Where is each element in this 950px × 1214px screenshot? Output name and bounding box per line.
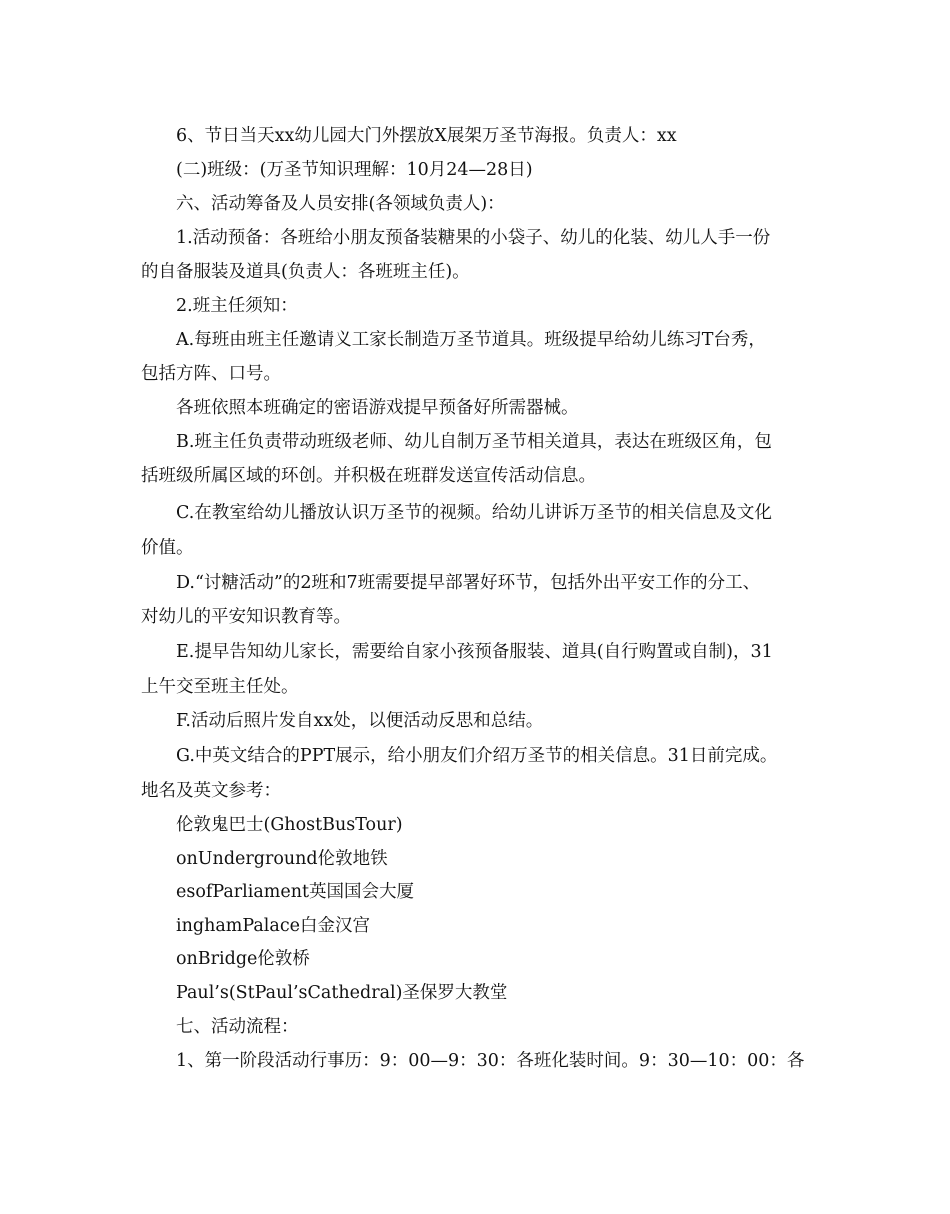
text-line: 的自备服装及道具(负责人：各班班主任)。 — [141, 262, 470, 282]
text-line: 1、第一阶段活动行事历：9：00—9：30：各班化装时间。9：30—10：00：各 — [176, 1051, 805, 1071]
text-line: 各班依照本班确定的密语游戏提早预备好所需器械。 — [176, 398, 579, 418]
text-line: C.在教室给幼儿播放认识万圣节的视频。给幼儿讲诉万圣节的相关信息及文化 — [176, 503, 772, 523]
text-line: 七、活动流程： — [176, 1017, 299, 1037]
text-line: 6、节日当天xx幼儿园大门外摆放X展架万圣节海报。负责人：xx — [176, 126, 677, 146]
text-line: E.提早告知幼儿家长，需要给自家小孩预备服装、道具(自行购置或自制)，31 — [176, 642, 773, 662]
text-line: A.每班由班主任邀请义工家长制造万圣节道具。班级提早给幼儿练习T台秀， — [176, 330, 766, 350]
text-line: onBridge伦敦桥 — [176, 949, 310, 969]
text-line: 价值。 — [141, 538, 194, 558]
text-line: 上午交至班主任处。 — [141, 677, 299, 697]
text-line: 包括方阵、口号。 — [141, 364, 281, 384]
text-line: F.活动后照片发自xx处，以便活动反思和总结。 — [176, 711, 544, 731]
text-line: B.班主任负责带动班级老师、幼儿自制万圣节相关道具，表达在班级区角，包 — [176, 432, 772, 452]
text-line: (二)班级：(万圣节知识理解：10月24—28日) — [176, 160, 533, 180]
text-line: 对幼儿的平安知识教育等。 — [141, 607, 351, 627]
text-line: 1.活动预备：各班给小朋友预备装糖果的小袋子、幼儿的化装、幼儿人手一份 — [176, 228, 771, 248]
text-line: 六、活动筹备及人员安排(各领域负责人)： — [176, 194, 505, 214]
text-line: esofParliament英国国会大厦 — [176, 882, 415, 902]
text-line: G.中英文结合的PPT展示，给小朋友们介绍万圣节的相关信息。31日前完成。 — [176, 746, 778, 766]
text-line: 括班级所属区域的环创。并积极在班群发送宣传活动信息。 — [141, 466, 596, 486]
text-line: 伦敦鬼巴士(GhostBusTour) — [176, 815, 403, 835]
text-line: onUnderground伦敦地铁 — [176, 849, 388, 869]
text-line: 2.班主任须知： — [176, 296, 298, 316]
text-line: Paul’s(StPaul’sCathedral)圣保罗大教堂 — [176, 983, 508, 1003]
text-line: D.“讨糖活动”的2班和7班需要提早部署好环节，包括外出平安工作的分工、 — [176, 573, 761, 593]
text-line: inghamPalace白金汉宫 — [176, 916, 370, 936]
text-line: 地名及英文参考： — [141, 781, 281, 801]
